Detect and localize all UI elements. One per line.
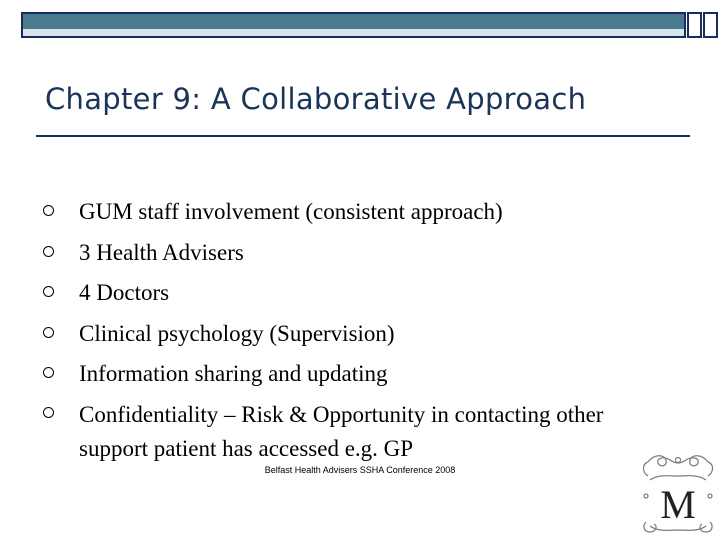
header-decoration-square bbox=[703, 12, 718, 38]
bullet-circle-icon bbox=[43, 246, 54, 257]
bullet-text: 4 Doctors bbox=[79, 280, 170, 305]
bullet-item bbox=[40, 273, 669, 314]
bullet-text: Confidentiality – Risk & Opportunity in contacting other support patient has accessed e.g. GP bbox=[79, 401, 604, 461]
bullet-text: Clinical psychology (Supervision) bbox=[79, 320, 395, 346]
bullet-text: GUM staff involvement (consistent approach) bbox=[79, 199, 503, 224]
monogram-logo-icon bbox=[640, 452, 716, 536]
bullet-circle-icon bbox=[43, 205, 54, 216]
monogram-letter: M bbox=[660, 482, 696, 527]
bullet-text: 3 Health Advisers bbox=[79, 239, 244, 265]
bullet-circle-icon bbox=[43, 367, 54, 378]
bullet-circle-icon bbox=[43, 407, 54, 418]
bullet-item bbox=[40, 314, 669, 355]
bullet-item bbox=[40, 192, 669, 233]
header-decoration-bar bbox=[21, 12, 686, 38]
bullet-text: Information sharing and updating bbox=[79, 361, 388, 386]
bullet-item bbox=[40, 354, 669, 395]
title-divider bbox=[36, 135, 690, 137]
bullet-item bbox=[40, 233, 669, 274]
bullet-list bbox=[40, 192, 669, 466]
header-decoration-square bbox=[687, 12, 702, 38]
slide-title: Chapter 9: A Collaborative Approach bbox=[45, 82, 587, 116]
bullet-item bbox=[40, 395, 669, 466]
bullet-circle-icon bbox=[43, 327, 54, 338]
slide-footer: Belfast Health Advisers SSHA Conference 2008 bbox=[264, 465, 456, 475]
bullet-circle-icon bbox=[43, 286, 54, 297]
